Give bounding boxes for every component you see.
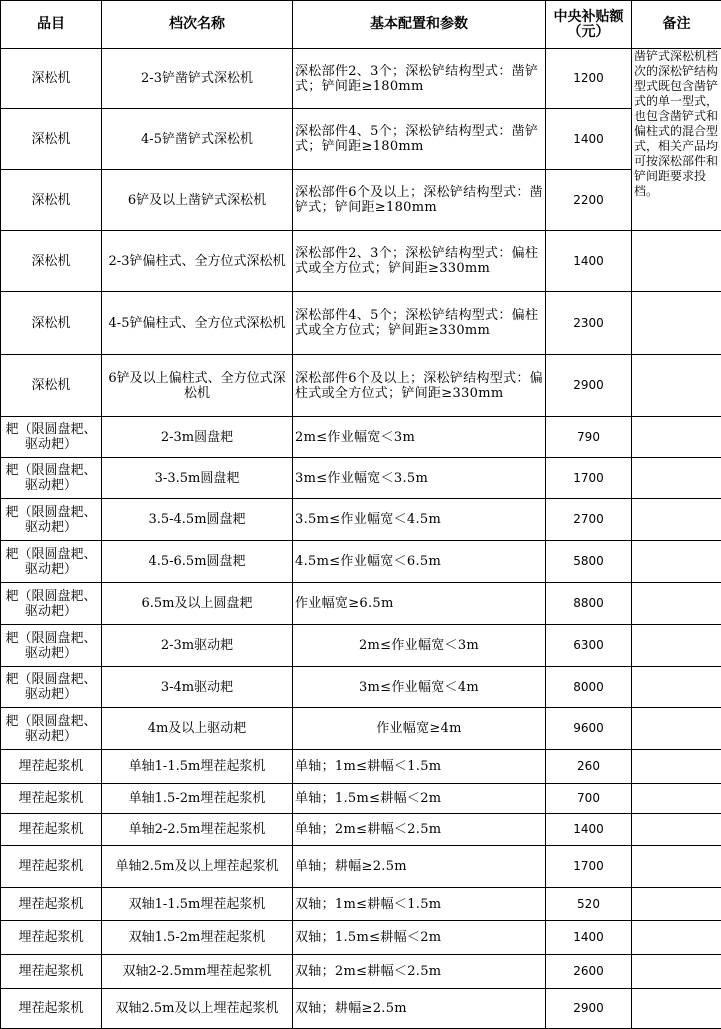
- spec-cell: 双轴；1.5m≤耕幅＜2m: [293, 921, 546, 955]
- grade-cell: 3-4m驱动耙: [102, 667, 293, 708]
- grade-cell: 6铲及以上偏柱式、全方位式深松机: [102, 355, 293, 417]
- note-empty-cell: [632, 989, 721, 1029]
- amount-cell: 1400: [546, 109, 632, 170]
- grade-cell: 双轴1-1.5m埋茬起浆机: [102, 888, 293, 921]
- note-empty-cell: [632, 888, 721, 921]
- spec-cell: 深松部件6个及以上；深松铲结构型式：凿铲式；铲间距≥180mm: [293, 170, 546, 231]
- spec-cell: 双轴；1m≤耕幅＜1.5m: [293, 888, 546, 921]
- category-cell: 耙（限圆盘耙、驱动耙）: [1, 499, 102, 541]
- spec-cell: 深松部件2、3个；深松铲结构型式：偏柱式或全方位式；铲间距≥330mm: [293, 231, 546, 292]
- grade-cell: 3.5-4.5m圆盘耙: [102, 499, 293, 541]
- amount-cell: 1700: [546, 458, 632, 499]
- grade-cell: 2-3m圆盘耙: [102, 417, 293, 458]
- table-row: [1, 955, 721, 989]
- grade-cell: 双轴1.5-2m埋茬起浆机: [102, 921, 293, 955]
- table-row: [1, 921, 721, 955]
- grade-cell: 6.5m及以上圆盘耙: [102, 583, 293, 625]
- amount-cell: 9600: [546, 708, 632, 750]
- grade-cell: 4m及以上驱动耙: [102, 708, 293, 750]
- amount-cell: 1700: [546, 846, 632, 888]
- amount-cell: 2300: [546, 292, 632, 355]
- spec-cell: 作业幅宽≥4m: [293, 708, 546, 750]
- note-empty-cell: [632, 955, 721, 989]
- table-row: [1, 784, 721, 814]
- category-cell: 耙（限圆盘耙、驱动耙）: [1, 708, 102, 750]
- category-cell: 埋茬起浆机: [1, 846, 102, 888]
- amount-cell: 2700: [546, 499, 632, 541]
- table-row: [1, 458, 721, 499]
- table-row: [1, 814, 721, 846]
- spec-cell: 2m≤作业幅宽＜3m: [293, 625, 546, 667]
- category-cell: 埋茬起浆机: [1, 814, 102, 846]
- category-cell: 深松机: [1, 109, 102, 170]
- category-cell: 耙（限圆盘耙、驱动耙）: [1, 625, 102, 667]
- note-empty-cell: [632, 541, 721, 583]
- header-grade: 档次名称: [102, 1, 293, 49]
- grade-cell: 4-5铲偏柱式、全方位式深松机: [102, 292, 293, 355]
- spec-cell: 作业幅宽≥6.5m: [293, 583, 546, 625]
- spec-cell: 3m≤作业幅宽＜4m: [293, 667, 546, 708]
- header-subsidy: 中央补贴额（元）: [546, 1, 632, 49]
- category-cell: 耙（限圆盘耙、驱动耙）: [1, 667, 102, 708]
- table-row: [1, 708, 721, 750]
- category-cell: 埋茬起浆机: [1, 784, 102, 814]
- amount-cell: 2900: [546, 989, 632, 1029]
- category-cell: 深松机: [1, 355, 102, 417]
- spec-cell: 单轴；2m≤耕幅＜2.5m: [293, 814, 546, 846]
- spec-cell: 深松部件2、3个；深松铲结构型式：凿铲式；铲间距≥180mm: [293, 49, 546, 109]
- spec-cell: 3m≤作业幅宽＜3.5m: [293, 458, 546, 499]
- note-empty-cell: [632, 583, 721, 625]
- note-empty-cell: [632, 355, 721, 417]
- category-cell: 埋茬起浆机: [1, 750, 102, 784]
- amount-cell: 260: [546, 750, 632, 784]
- grade-cell: 双轴2-2.5mm埋茬起浆机: [102, 955, 293, 989]
- table-row: [1, 750, 721, 784]
- amount-cell: 2600: [546, 955, 632, 989]
- note-cell: 凿铲式深松机档次的深松铲结构型式既包含凿铲式的单一型式，也包含凿铲式和偏柱式的混合型式，相关产品均可按深松部件和铲间距要求投档。: [632, 49, 721, 231]
- amount-cell: 1400: [546, 921, 632, 955]
- table-row: [1, 499, 721, 541]
- table-row: [1, 109, 721, 170]
- spec-cell: 深松部件6个及以上；深松铲结构型式：偏柱式或全方位式；铲间距≥330mm: [293, 355, 546, 417]
- category-cell: 耙（限圆盘耙、驱动耙）: [1, 458, 102, 499]
- note-empty-cell: [632, 458, 721, 499]
- grade-cell: 2-3铲凿铲式深松机: [102, 49, 293, 109]
- amount-cell: 1400: [546, 231, 632, 292]
- note-empty-cell: [632, 921, 721, 955]
- spec-cell: 深松部件4、5个；深松铲结构型式：偏柱式或全方位式；铲间距≥330mm: [293, 292, 546, 355]
- note-empty-cell: [632, 814, 721, 846]
- note-empty-cell: [632, 667, 721, 708]
- amount-cell: 1200: [546, 49, 632, 109]
- note-empty-cell: [632, 846, 721, 888]
- grade-cell: 4.5-6.5m圆盘耙: [102, 541, 293, 583]
- note-empty-cell: [632, 231, 721, 292]
- grade-cell: 单轴1-1.5m埋茬起浆机: [102, 750, 293, 784]
- spec-cell: 单轴；1m≤耕幅＜1.5m: [293, 750, 546, 784]
- amount-cell: 5800: [546, 541, 632, 583]
- table-row: [1, 625, 721, 667]
- table-row: [1, 170, 721, 231]
- amount-cell: 8000: [546, 667, 632, 708]
- note-empty-cell: [632, 708, 721, 750]
- spec-cell: 单轴；1.5m≤耕幅＜2m: [293, 784, 546, 814]
- table-row: [1, 417, 721, 458]
- category-cell: 耙（限圆盘耙、驱动耙）: [1, 417, 102, 458]
- table-row: [1, 583, 721, 625]
- spec-cell: 双轴；耕幅≥2.5m: [293, 989, 546, 1029]
- table-row: [1, 667, 721, 708]
- amount-cell: 700: [546, 784, 632, 814]
- grade-cell: 4-5铲凿铲式深松机: [102, 109, 293, 170]
- category-cell: 耙（限圆盘耙、驱动耙）: [1, 541, 102, 583]
- table-row: [1, 292, 721, 355]
- note-empty-cell: [632, 292, 721, 355]
- amount-cell: 790: [546, 417, 632, 458]
- table-row: [1, 541, 721, 583]
- spec-cell: 3.5m≤作业幅宽＜4.5m: [293, 499, 546, 541]
- table-row: [1, 888, 721, 921]
- note-empty-cell: [632, 417, 721, 458]
- spec-cell: 4.5m≤作业幅宽＜6.5m: [293, 541, 546, 583]
- header-row: [1, 1, 721, 49]
- category-cell: 深松机: [1, 292, 102, 355]
- category-cell: 深松机: [1, 231, 102, 292]
- header-note: 备注: [632, 1, 721, 49]
- amount-cell: 2900: [546, 355, 632, 417]
- grade-cell: 6铲及以上凿铲式深松机: [102, 170, 293, 231]
- note-empty-cell: [632, 499, 721, 541]
- grade-cell: 2-3m驱动耙: [102, 625, 293, 667]
- grade-cell: 2-3铲偏柱式、全方位式深松机: [102, 231, 293, 292]
- spec-cell: 2m≤作业幅宽＜3m: [293, 417, 546, 458]
- amount-cell: 1400: [546, 814, 632, 846]
- grade-cell: 3-3.5m圆盘耙: [102, 458, 293, 499]
- table-row: [1, 49, 721, 109]
- category-cell: 埋茬起浆机: [1, 989, 102, 1029]
- header-category: 品目: [1, 1, 102, 49]
- category-cell: 埋茬起浆机: [1, 955, 102, 989]
- amount-cell: 8800: [546, 583, 632, 625]
- table-row: [1, 846, 721, 888]
- spec-cell: 单轴；耕幅≥2.5m: [293, 846, 546, 888]
- table-row: [1, 989, 721, 1029]
- category-cell: 埋茬起浆机: [1, 888, 102, 921]
- grade-cell: 单轴1.5-2m埋茬起浆机: [102, 784, 293, 814]
- category-cell: 深松机: [1, 49, 102, 109]
- category-cell: 耙（限圆盘耙、驱动耙）: [1, 583, 102, 625]
- header-spec: 基本配置和参数: [293, 1, 546, 49]
- note-empty-cell: [632, 750, 721, 784]
- spec-cell: 深松部件4、5个；深松铲结构型式：凿铲式；铲间距≥180mm: [293, 109, 546, 170]
- spec-cell: 双轴；2m≤耕幅＜2.5m: [293, 955, 546, 989]
- category-cell: 深松机: [1, 170, 102, 231]
- amount-cell: 520: [546, 888, 632, 921]
- table-row: [1, 355, 721, 417]
- grade-cell: 单轴2.5m及以上埋茬起浆机: [102, 846, 293, 888]
- amount-cell: 6300: [546, 625, 632, 667]
- amount-cell: 2200: [546, 170, 632, 231]
- grade-cell: 双轴2.5m及以上埋茬起浆机: [102, 989, 293, 1029]
- category-cell: 埋茬起浆机: [1, 921, 102, 955]
- note-empty-cell: [632, 784, 721, 814]
- table-row: [1, 231, 721, 292]
- note-empty-cell: [632, 625, 721, 667]
- grade-cell: 单轴2-2.5m埋茬起浆机: [102, 814, 293, 846]
